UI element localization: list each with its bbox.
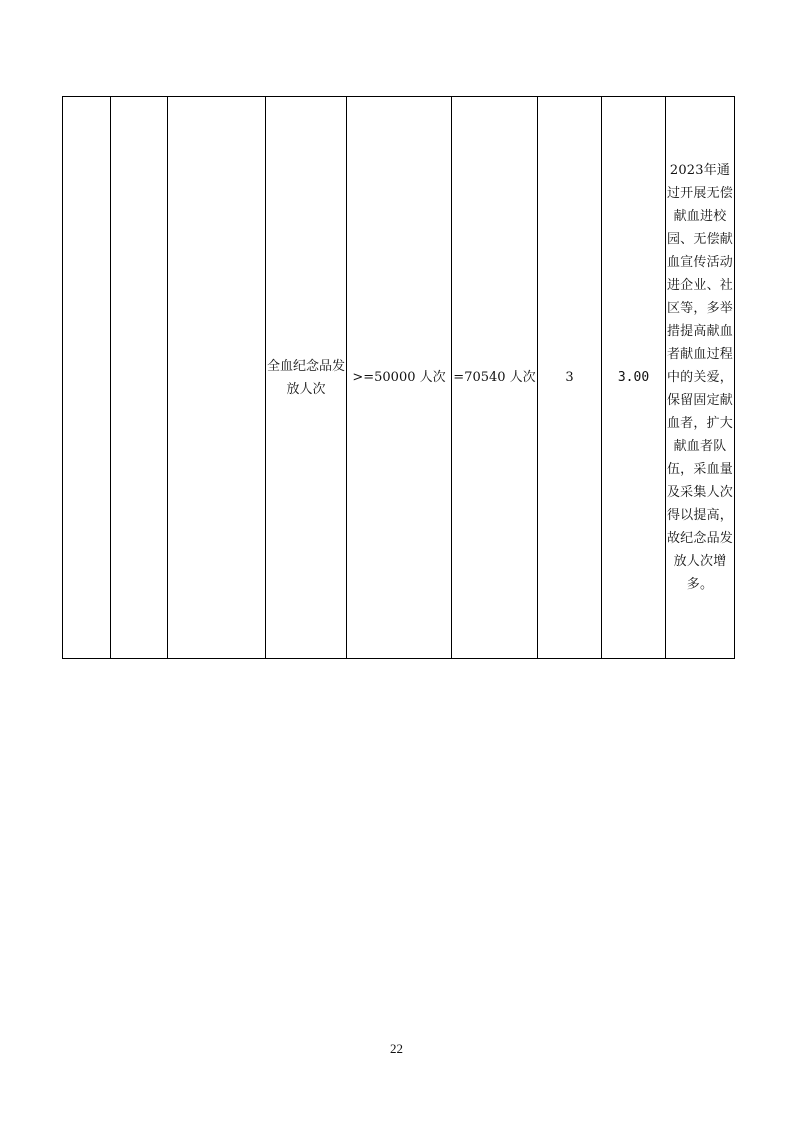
indicator-name-cell: 全血纪念品发放人次 — [266, 97, 347, 659]
performance-indicator-table — [62, 96, 735, 659]
target-value-cell: >=50000 人次 — [347, 97, 452, 659]
deviation-note-cell: 2023年通过开展无偿献血进校园、无偿献血宣传活动进企业、社区等，多举措提高献血者献血过程中的关爱，保留固定献血者，扩大献血者队伍，采血量及采集人次得以提高，故纪念品发放人次增多。 — [666, 97, 735, 659]
score-cell: 3.00 — [602, 97, 666, 659]
secondary-indicator-cell — [111, 97, 168, 659]
page-number: 22 — [390, 1041, 403, 1056]
tertiary-indicator-cell — [168, 97, 266, 659]
weight-cell: 3 — [538, 97, 602, 659]
primary-indicator-cell — [63, 97, 111, 659]
actual-value-cell: =70540 人次 — [452, 97, 538, 659]
table-row — [63, 97, 735, 659]
